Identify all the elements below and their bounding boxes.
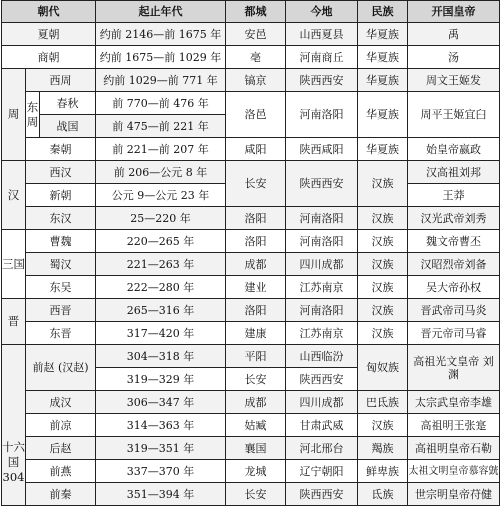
table-row bbox=[2, 276, 500, 299]
group-cell-han: 汉 bbox=[2, 161, 26, 230]
years-cell: 公元 9—公元 23 年 bbox=[96, 184, 226, 207]
table-row bbox=[2, 46, 500, 69]
place-cell: 河南商丘 bbox=[286, 46, 358, 69]
years-cell: 222—280 年 bbox=[96, 276, 226, 299]
years-cell: 351—394 年 bbox=[96, 483, 226, 506]
place-cell: 河南洛阳 bbox=[286, 299, 358, 322]
place-cell: 陕西西安 bbox=[286, 483, 358, 506]
ethnic-cell: 华夏族 bbox=[358, 69, 408, 92]
capital-cell: 长安 bbox=[226, 161, 286, 207]
group-cell-zhou: 周 bbox=[2, 69, 26, 161]
dynasty-cell: 新朝 bbox=[26, 184, 96, 207]
ethnic-cell: 汉族 bbox=[358, 253, 408, 276]
ethnic-cell: 汉族 bbox=[358, 276, 408, 299]
founder-cell: 世宗明皇帝苻健 bbox=[408, 483, 500, 506]
table-row bbox=[2, 460, 500, 483]
capital-cell: 亳 bbox=[226, 46, 286, 69]
table-row bbox=[2, 230, 500, 253]
place-cell: 四川成都 bbox=[286, 253, 358, 276]
table-row bbox=[2, 414, 500, 437]
capital-cell: 咸阳 bbox=[226, 138, 286, 161]
years-cell: 前 206—公元 8 年 bbox=[96, 161, 226, 184]
table-row bbox=[2, 345, 500, 368]
years-cell: 前 770—前 476 年 bbox=[96, 92, 226, 115]
founder-cell: 太宗武皇帝李雄 bbox=[408, 391, 500, 414]
group-cell-jin: 晋 bbox=[2, 299, 26, 345]
ethnic-cell: 华夏族 bbox=[358, 46, 408, 69]
capital-cell: 安邑 bbox=[226, 23, 286, 46]
place-cell: 河南洛阳 bbox=[286, 92, 358, 138]
founder-cell: 王莽 bbox=[408, 184, 500, 207]
place-cell: 河南洛阳 bbox=[286, 207, 358, 230]
founder-cell: 太祖文明皇帝慕容皝 bbox=[408, 460, 500, 483]
dynasty-cell: 后赵 bbox=[26, 437, 96, 460]
founder-cell: 始皇帝嬴政 bbox=[408, 138, 500, 161]
place-cell: 四川成都 bbox=[286, 391, 358, 414]
ethnic-cell: 汉族 bbox=[358, 322, 408, 345]
founder-cell: 高祖明皇帝石勒 bbox=[408, 437, 500, 460]
capital-cell: 长安 bbox=[226, 368, 286, 391]
founder-cell: 周平王姬宜臼 bbox=[408, 92, 500, 138]
dynasty-cell: 前燕 bbox=[26, 460, 96, 483]
capital-cell: 长安 bbox=[226, 483, 286, 506]
ethnic-cell: 鲜卑族 bbox=[358, 460, 408, 483]
place-cell: 山西夏县 bbox=[286, 23, 358, 46]
table-row bbox=[2, 322, 500, 345]
years-cell: 220—265 年 bbox=[96, 230, 226, 253]
capital-cell: 建业 bbox=[226, 276, 286, 299]
table-row bbox=[2, 299, 500, 322]
ethnic-cell: 汉族 bbox=[358, 414, 408, 437]
founder-cell: 吴大帝孙权 bbox=[408, 276, 500, 299]
years-cell: 265—316 年 bbox=[96, 299, 226, 322]
years-cell: 337—370 年 bbox=[96, 460, 226, 483]
ethnic-cell: 氐族 bbox=[358, 483, 408, 506]
years-cell: 约前 1029—前 771 年 bbox=[96, 69, 226, 92]
header-dynasty: 朝代 bbox=[2, 1, 96, 23]
header-ethnicity: 民族 bbox=[358, 1, 408, 23]
years-cell: 约前 1675—前 1029 年 bbox=[96, 46, 226, 69]
ethnic-cell: 华夏族 bbox=[358, 23, 408, 46]
dynasty-cell: 战国 bbox=[40, 115, 96, 138]
capital-cell: 洛阳 bbox=[226, 299, 286, 322]
dynasty-cell: 西汉 bbox=[26, 161, 96, 184]
ethnic-cell: 华夏族 bbox=[358, 138, 408, 161]
ethnic-cell: 羯族 bbox=[358, 437, 408, 460]
ethnic-cell: 汉族 bbox=[358, 161, 408, 207]
years-cell: 前 475—前 221 年 bbox=[96, 115, 226, 138]
table-row bbox=[2, 437, 500, 460]
dynasty-cell: 西周 bbox=[26, 69, 96, 92]
years-cell: 25—220 年 bbox=[96, 207, 226, 230]
place-cell: 甘肃武威 bbox=[286, 414, 358, 437]
founder-cell: 汉高祖刘邦 bbox=[408, 161, 500, 184]
place-cell: 陕西咸阳 bbox=[286, 138, 358, 161]
years-cell: 304—318 年 bbox=[96, 345, 226, 368]
years-cell: 约前 2146—前 1675 年 bbox=[96, 23, 226, 46]
ethnic-cell: 匈奴族 bbox=[358, 345, 408, 391]
place-cell: 辽宁朝阳 bbox=[286, 460, 358, 483]
capital-cell: 洛阳 bbox=[226, 207, 286, 230]
founder-cell: 汤 bbox=[408, 46, 500, 69]
founder-cell: 汉光武帝刘秀 bbox=[408, 207, 500, 230]
capital-cell: 成都 bbox=[226, 391, 286, 414]
dynasty-cell: 西晋 bbox=[26, 299, 96, 322]
header-founder: 开国皇帝 bbox=[408, 1, 500, 23]
header-capital: 都城 bbox=[226, 1, 286, 23]
dynasty-cell: 春秋 bbox=[40, 92, 96, 115]
founder-cell: 周文王姬发 bbox=[408, 69, 500, 92]
subgroup-cell-eastern-zhou: 东周 bbox=[26, 92, 40, 138]
table-row bbox=[2, 23, 500, 46]
table-row bbox=[2, 69, 500, 92]
years-cell: 317—420 年 bbox=[96, 322, 226, 345]
dynasty-cell: 夏朝 bbox=[2, 23, 96, 46]
group-cell-three-kingdoms: 三国 bbox=[2, 230, 26, 299]
founder-cell: 汉昭烈帝刘备 bbox=[408, 253, 500, 276]
founder-cell: 魏文帝曹丕 bbox=[408, 230, 500, 253]
place-cell: 江苏南京 bbox=[286, 276, 358, 299]
table-row bbox=[2, 483, 500, 506]
place-cell: 河南洛阳 bbox=[286, 230, 358, 253]
years-cell: 306—347 年 bbox=[96, 391, 226, 414]
capital-cell: 洛邑 bbox=[226, 92, 286, 138]
table-row bbox=[2, 92, 500, 115]
dynasty-cell: 东晋 bbox=[26, 322, 96, 345]
dynasty-cell: 前赵 (汉赵) bbox=[26, 345, 96, 391]
header-years: 起止年代 bbox=[96, 1, 226, 23]
capital-cell: 龙城 bbox=[226, 460, 286, 483]
founder-cell: 禹 bbox=[408, 23, 500, 46]
place-cell: 河北邢台 bbox=[286, 437, 358, 460]
dynasty-cell: 成汉 bbox=[26, 391, 96, 414]
table-row bbox=[2, 138, 500, 161]
capital-cell: 襄国 bbox=[226, 437, 286, 460]
years-cell: 319—351 年 bbox=[96, 437, 226, 460]
capital-cell: 建康 bbox=[226, 322, 286, 345]
dynasty-cell: 商朝 bbox=[2, 46, 96, 69]
table-row bbox=[2, 253, 500, 276]
ethnic-cell: 汉族 bbox=[358, 207, 408, 230]
capital-cell: 洛阳 bbox=[226, 230, 286, 253]
capital-cell: 平阳 bbox=[226, 345, 286, 368]
table-row bbox=[2, 391, 500, 414]
years-cell: 221—263 年 bbox=[96, 253, 226, 276]
table-row bbox=[2, 161, 500, 184]
dynasty-cell: 东吴 bbox=[26, 276, 96, 299]
ethnic-cell: 汉族 bbox=[358, 230, 408, 253]
years-cell: 前 221—前 207 年 bbox=[96, 138, 226, 161]
capital-cell: 成都 bbox=[226, 253, 286, 276]
dynasty-cell: 前凉 bbox=[26, 414, 96, 437]
founder-cell: 高祖明王张寔 bbox=[408, 414, 500, 437]
place-cell: 陕西西安 bbox=[286, 161, 358, 207]
founder-cell: 高祖光文皇帝 刘渊 bbox=[408, 345, 500, 391]
dynasty-cell: 东汉 bbox=[26, 207, 96, 230]
dynasty-cell: 蜀汉 bbox=[26, 253, 96, 276]
group-cell-sixteen-kingdoms: 十六国 304 bbox=[2, 345, 26, 506]
dynasty-cell: 前秦 bbox=[26, 483, 96, 506]
ethnic-cell: 巴氐族 bbox=[358, 391, 408, 414]
dynasty-cell: 秦朝 bbox=[26, 138, 96, 161]
years-cell: 314—363 年 bbox=[96, 414, 226, 437]
founder-cell: 晋元帝司马睿 bbox=[408, 322, 500, 345]
capital-cell: 姑臧 bbox=[226, 414, 286, 437]
founder-cell: 晋武帝司马炎 bbox=[408, 299, 500, 322]
table-row bbox=[2, 207, 500, 230]
header-row bbox=[2, 1, 500, 23]
capital-cell: 镐京 bbox=[226, 69, 286, 92]
ethnic-cell: 华夏族 bbox=[358, 92, 408, 138]
years-cell: 319—329 年 bbox=[96, 368, 226, 391]
place-cell: 山西临汾 bbox=[286, 345, 358, 368]
dynasty-table bbox=[1, 0, 500, 506]
place-cell: 江苏南京 bbox=[286, 322, 358, 345]
place-cell: 陕西西安 bbox=[286, 69, 358, 92]
ethnic-cell: 汉族 bbox=[358, 299, 408, 322]
header-modern-place: 今地 bbox=[286, 1, 358, 23]
dynasty-cell: 曹魏 bbox=[26, 230, 96, 253]
place-cell: 陕西西安 bbox=[286, 368, 358, 391]
